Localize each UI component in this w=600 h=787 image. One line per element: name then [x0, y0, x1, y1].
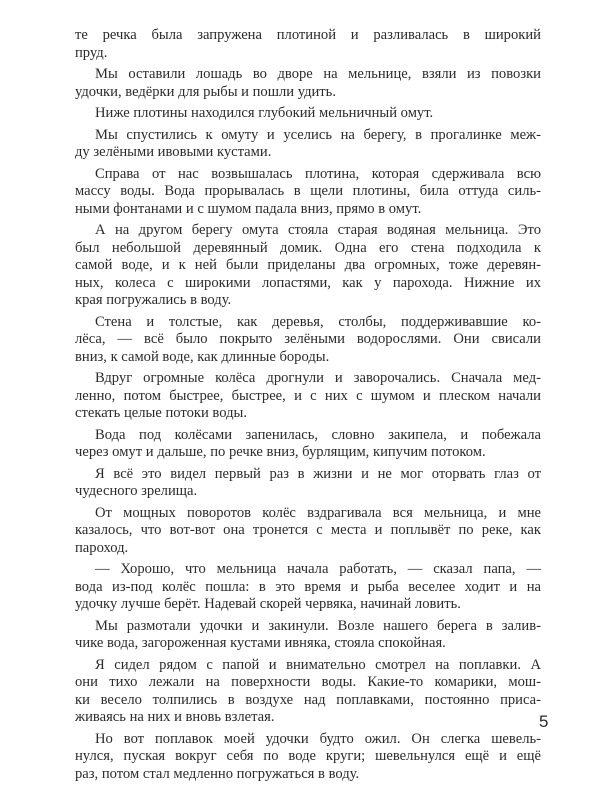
story-text — [75, 27, 541, 787]
text-line: Мы размотали удочки и закинули. Возле нашего берега в залив- — [95, 617, 541, 634]
text-line: От мощных поворотов колёс вздрагивала вся мельница, и мне — [95, 504, 541, 521]
paragraph — [75, 657, 541, 727]
paragraph — [75, 370, 541, 423]
text-line: удочку лучше берёт. Надевай скорей червяка, начинай ловить. — [75, 596, 461, 612]
paragraph — [75, 127, 541, 162]
page-number: 5 — [539, 712, 549, 731]
text-line: был небольшой деревянный домик. Одна его стена подходила к — [75, 239, 541, 256]
text-line: Стена и толстые, как деревья, столбы, поддерживавшие ко- — [95, 313, 541, 330]
paragraph — [75, 731, 541, 784]
text-line: ду зелёными ивовыми кустами. — [75, 144, 272, 160]
text-line: лёса, — всё было покрыто зелёными водорослями. Они свисали — [75, 331, 541, 347]
text-line: — Хорошо, что мельница начала работать, — сказал папа, — — [95, 561, 541, 577]
text-line: Я сидел рядом с папой и внимательно смотрел на поплавки. А — [95, 656, 541, 673]
text-line: края погружались в воду. — [75, 292, 232, 308]
text-line: чудесного зрелища. — [75, 483, 198, 499]
text-line: они тихо лежали на поверхности воды. Какие-то комарики, мош- — [75, 674, 541, 690]
text-line: Вдруг огромные колёса дрогнули и заворочались. Сначала мед- — [95, 370, 541, 386]
paragraph — [75, 222, 541, 310]
text-line: стекать целые потоки воды. — [75, 405, 247, 421]
paragraph — [75, 466, 541, 501]
text-line: ными фонтанами и с шумом падала вниз, прямо в омут. — [75, 200, 422, 217]
text-line: пароход. — [75, 539, 129, 556]
paragraph — [75, 27, 541, 62]
paragraph — [75, 427, 541, 462]
text-line: ных, колеса с широкими лопастями, как у парохода. Нижние их — [75, 274, 541, 291]
text-line: Справа от нас возвышалась плотина, которая сдерживала всю — [95, 165, 541, 182]
paragraph — [75, 618, 541, 653]
text-line: Вода под колёсами запенилась, словно закипела, и побежала — [95, 426, 541, 443]
paragraph — [75, 166, 541, 219]
paragraph — [75, 105, 541, 123]
text-line: Я всё это видел первый раз в жизни и не мог оторвать глаз от — [95, 465, 541, 482]
text-line: казалось, что вот-вот она тронется с места и поплывёт по реке, как — [75, 522, 541, 538]
text-line: вниз, к самой воде, как длинные бороды. — [75, 348, 330, 365]
text-line: чике вода, загороженная кустами ивняка, стояла спокойная. — [75, 635, 446, 651]
text-line: через омут и дальше, по речке вниз, бурлящим, кипучим потоком. — [75, 444, 486, 460]
text-line: те речка была запружена плотиной и разливалась в широкий — [75, 27, 541, 43]
text-line: А на другом берегу омута стояла старая водяная мельница. Это — [95, 222, 541, 238]
text-line: вода из-под колёс пошла: в это время и рыба веселее ходит и на — [75, 578, 541, 595]
text-line: Ниже плотины находился глубокий мельничный омут. — [95, 105, 434, 121]
paragraph — [75, 66, 541, 101]
text-line: раз, потом стал медленно погружаться в воду. — [75, 765, 360, 782]
text-line: живаясь на них и вновь взлетая. — [75, 709, 275, 725]
paragraph — [75, 561, 541, 614]
text-line: пруд. — [75, 44, 108, 61]
text-line: самой воде, и к ней были приделаны два огромных, тоже деревян- — [75, 257, 541, 273]
text-line: ки весело толпились в воздухе над поплавками, постоянно приса- — [75, 691, 541, 708]
text-line: Мы оставили лошадь во дворе на мельнице, взяли из повозки — [95, 66, 541, 82]
paragraph — [75, 314, 541, 367]
paragraph — [75, 505, 541, 558]
text-line: Но вот поплавок моей удочки будто ожил. Он слегка шевель- — [95, 730, 541, 747]
text-line: ленно, потом быстрее, быстрее, и с них с шумом и плеском начали — [75, 387, 541, 404]
text-line: Мы спустились к омуту и уселись на берегу, в прогалинке меж- — [95, 126, 541, 143]
text-line: массу воды. Вода прорывалась в щели плотины, била оттуда силь- — [75, 183, 541, 199]
text-line: удочки, ведёрки для рыбы и пошли удить. — [75, 83, 336, 100]
text-line: нулся, пуская вокруг себя по воде круги; шевельнулся ещё и ещё — [75, 748, 541, 764]
